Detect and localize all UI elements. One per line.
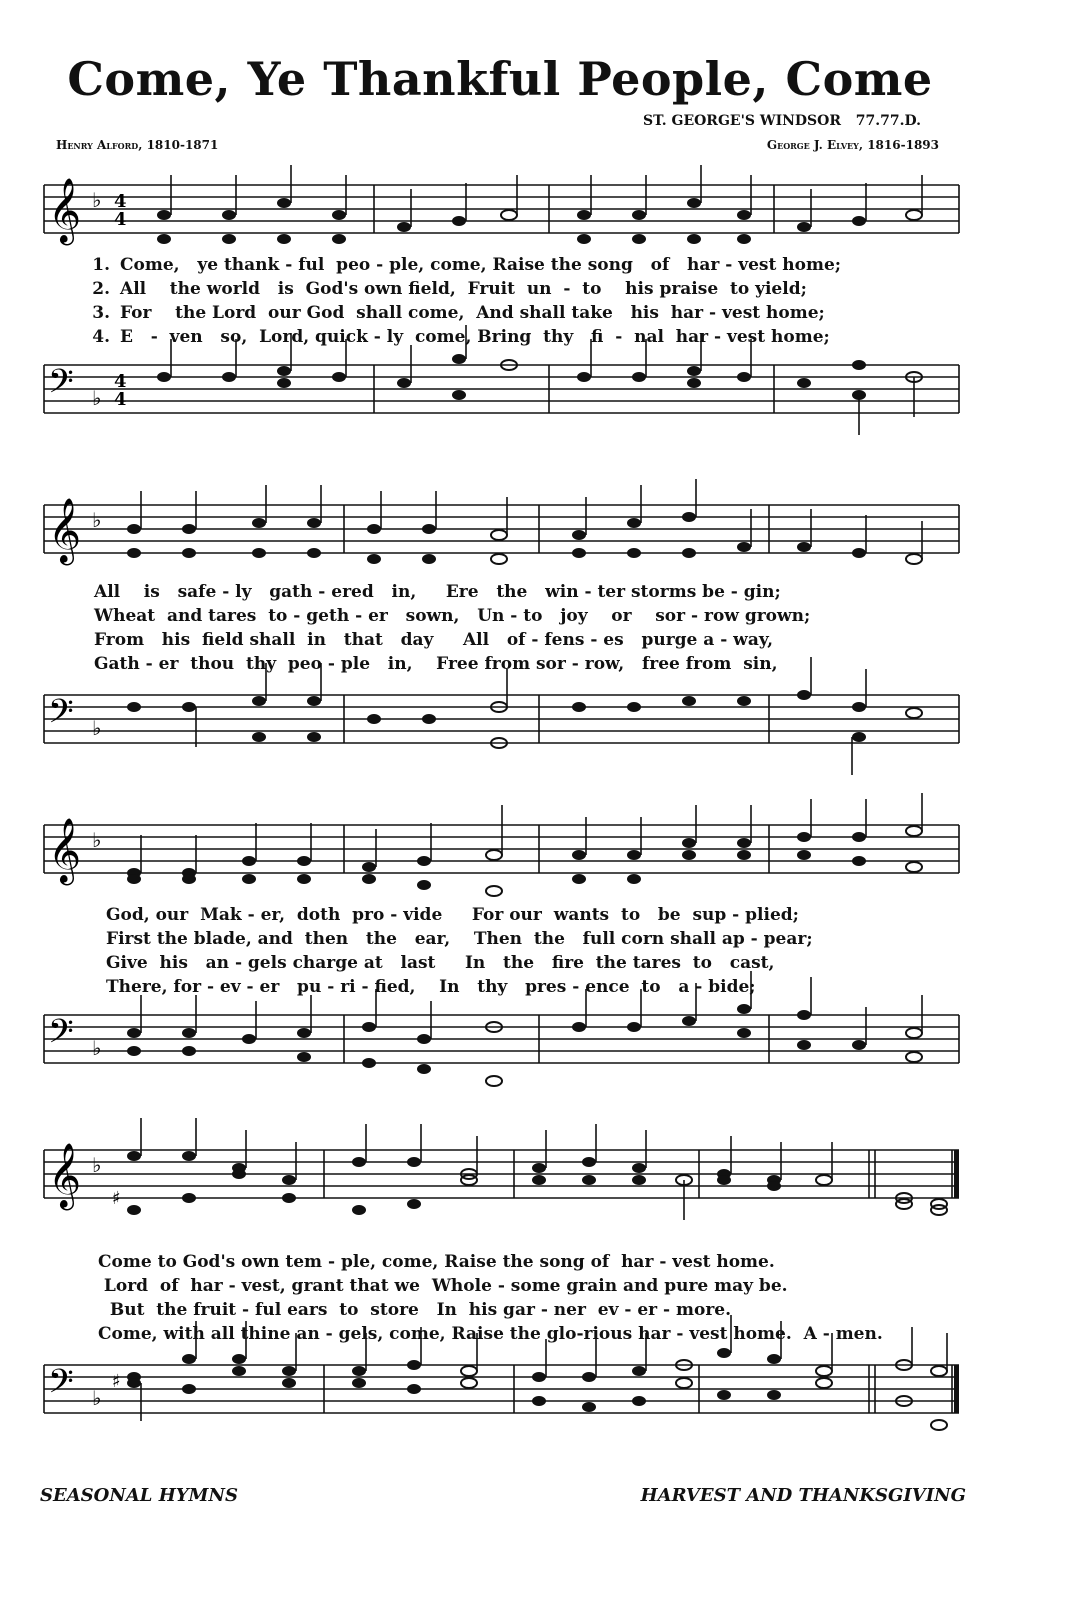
svg-text:♭: ♭ (92, 716, 102, 740)
lyric-line-verse-1: All is safe - ly gath - ered in, Ere the win - ter storms be - gin; (94, 582, 781, 602)
verse-lyrics (94, 580, 1024, 676)
svg-text:𝄞: 𝄞 (48, 818, 82, 883)
lyric-line-verse-4: 4. E - ven so, Lord, quick - ly come, Bring thy fi - nal har - vest home; (92, 327, 830, 347)
svg-text:4: 4 (114, 371, 127, 392)
svg-text:𝄢: 𝄢 (48, 363, 74, 409)
music-system-4 (34, 1140, 964, 1440)
music-system-3 (34, 815, 964, 1095)
svg-text:𝄢: 𝄢 (48, 693, 74, 739)
lyric-line-verse-2: Lord of har - vest, grant that we Whole - some grain and pure may be. (98, 1276, 788, 1296)
lyric-line-verse-2: Wheat and tares to - geth - er sown, Un - to joy or sor - row grown; (94, 606, 811, 626)
svg-text:𝄞: 𝄞 (48, 498, 82, 563)
verse-lyrics (106, 903, 1036, 999)
hymn-title: Come, Ye Thankful People, Come (67, 52, 933, 106)
svg-text:𝄞: 𝄞 (48, 178, 82, 243)
lyric-line-verse-4: There, for - ev - er pu - ri - fied, In thy pres - ence to a - bide; (106, 977, 756, 997)
lyric-line-verse-3: From his field shall in that day All of - fens - es purge a - way, (94, 630, 774, 650)
svg-text:♭: ♭ (92, 188, 102, 212)
meter: 77.77.D. (855, 113, 921, 129)
svg-text:♭: ♭ (92, 508, 102, 532)
treble-staff (34, 495, 964, 585)
lyric-line-verse-2: First the blade, and then the ear, Then the full corn shall ap - pear; (106, 929, 813, 949)
treble-staff (34, 1140, 964, 1230)
bass-staff (34, 1355, 964, 1445)
lyric-line-verse-2: 2. All the world is God's own field, Fruit un - to his praise to yield; (92, 279, 807, 299)
svg-text:4: 4 (114, 191, 127, 212)
lyric-line-verse-4: Gath - er thou thy peo - ple in, Free from sor - row, free from sin, (94, 654, 778, 674)
lyric-line-verse-1: 1. Come, ye thank - ful peo - ple, come, Raise the song of har - vest home; (92, 255, 842, 275)
footer-section-label: SEASONAL HYMNS (40, 1485, 238, 1506)
lyric-line-verse-4: Come, with all thine an - gels, come, Raise the glo-rious har - vest home. A - men. (98, 1324, 883, 1344)
lyric-line-verse-3: Give his an - gels charge at last In the fire the tares to cast, (106, 953, 775, 973)
treble-staff (34, 175, 964, 265)
footer-category-label: HARVEST AND THANKSGIVING (640, 1485, 966, 1506)
bass-staff (34, 685, 964, 775)
music-system-1 (34, 175, 964, 445)
svg-text:♯: ♯ (112, 1371, 121, 1392)
bass-staff (34, 355, 964, 445)
svg-text:♭: ♭ (92, 1153, 102, 1177)
treble-staff (34, 815, 964, 905)
svg-text:♯: ♯ (112, 1188, 121, 1209)
svg-text:4: 4 (114, 209, 127, 230)
composer-credit: George J. Elvey, 1816-1893 (766, 138, 939, 152)
lyric-line-verse-3: But the fruit - ful ears to store In his gar - ner ev - er - more. (98, 1300, 732, 1320)
lyric-line-verse-1: God, our Mak - er, doth pro - vide For our wants to be sup - plied; (106, 905, 799, 925)
lyric-line-verse-1: Come to God's own tem - ple, come, Raise the song of har - vest home. (98, 1252, 775, 1272)
svg-text:4: 4 (114, 389, 127, 410)
verse-lyrics (70, 253, 1000, 349)
svg-text:♭: ♭ (92, 386, 102, 410)
lyric-line-verse-3: 3. For the Lord our God shall come, And shall take his har - vest home; (92, 303, 825, 323)
tune-name: ST. GEORGE'S WINDSOR (643, 113, 841, 129)
svg-text:𝄢: 𝄢 (48, 1363, 74, 1409)
verse-lyrics (98, 1250, 1028, 1346)
bass-staff (34, 1005, 964, 1095)
svg-text:𝄢: 𝄢 (48, 1013, 74, 1059)
music-system-2 (34, 495, 964, 775)
svg-text:𝄞: 𝄞 (48, 1143, 82, 1208)
author-credit: Henry Alford, 1810-1871 (56, 138, 219, 152)
svg-text:♭: ♭ (92, 828, 102, 852)
svg-text:♭: ♭ (92, 1036, 102, 1060)
svg-text:♭: ♭ (92, 1386, 102, 1410)
